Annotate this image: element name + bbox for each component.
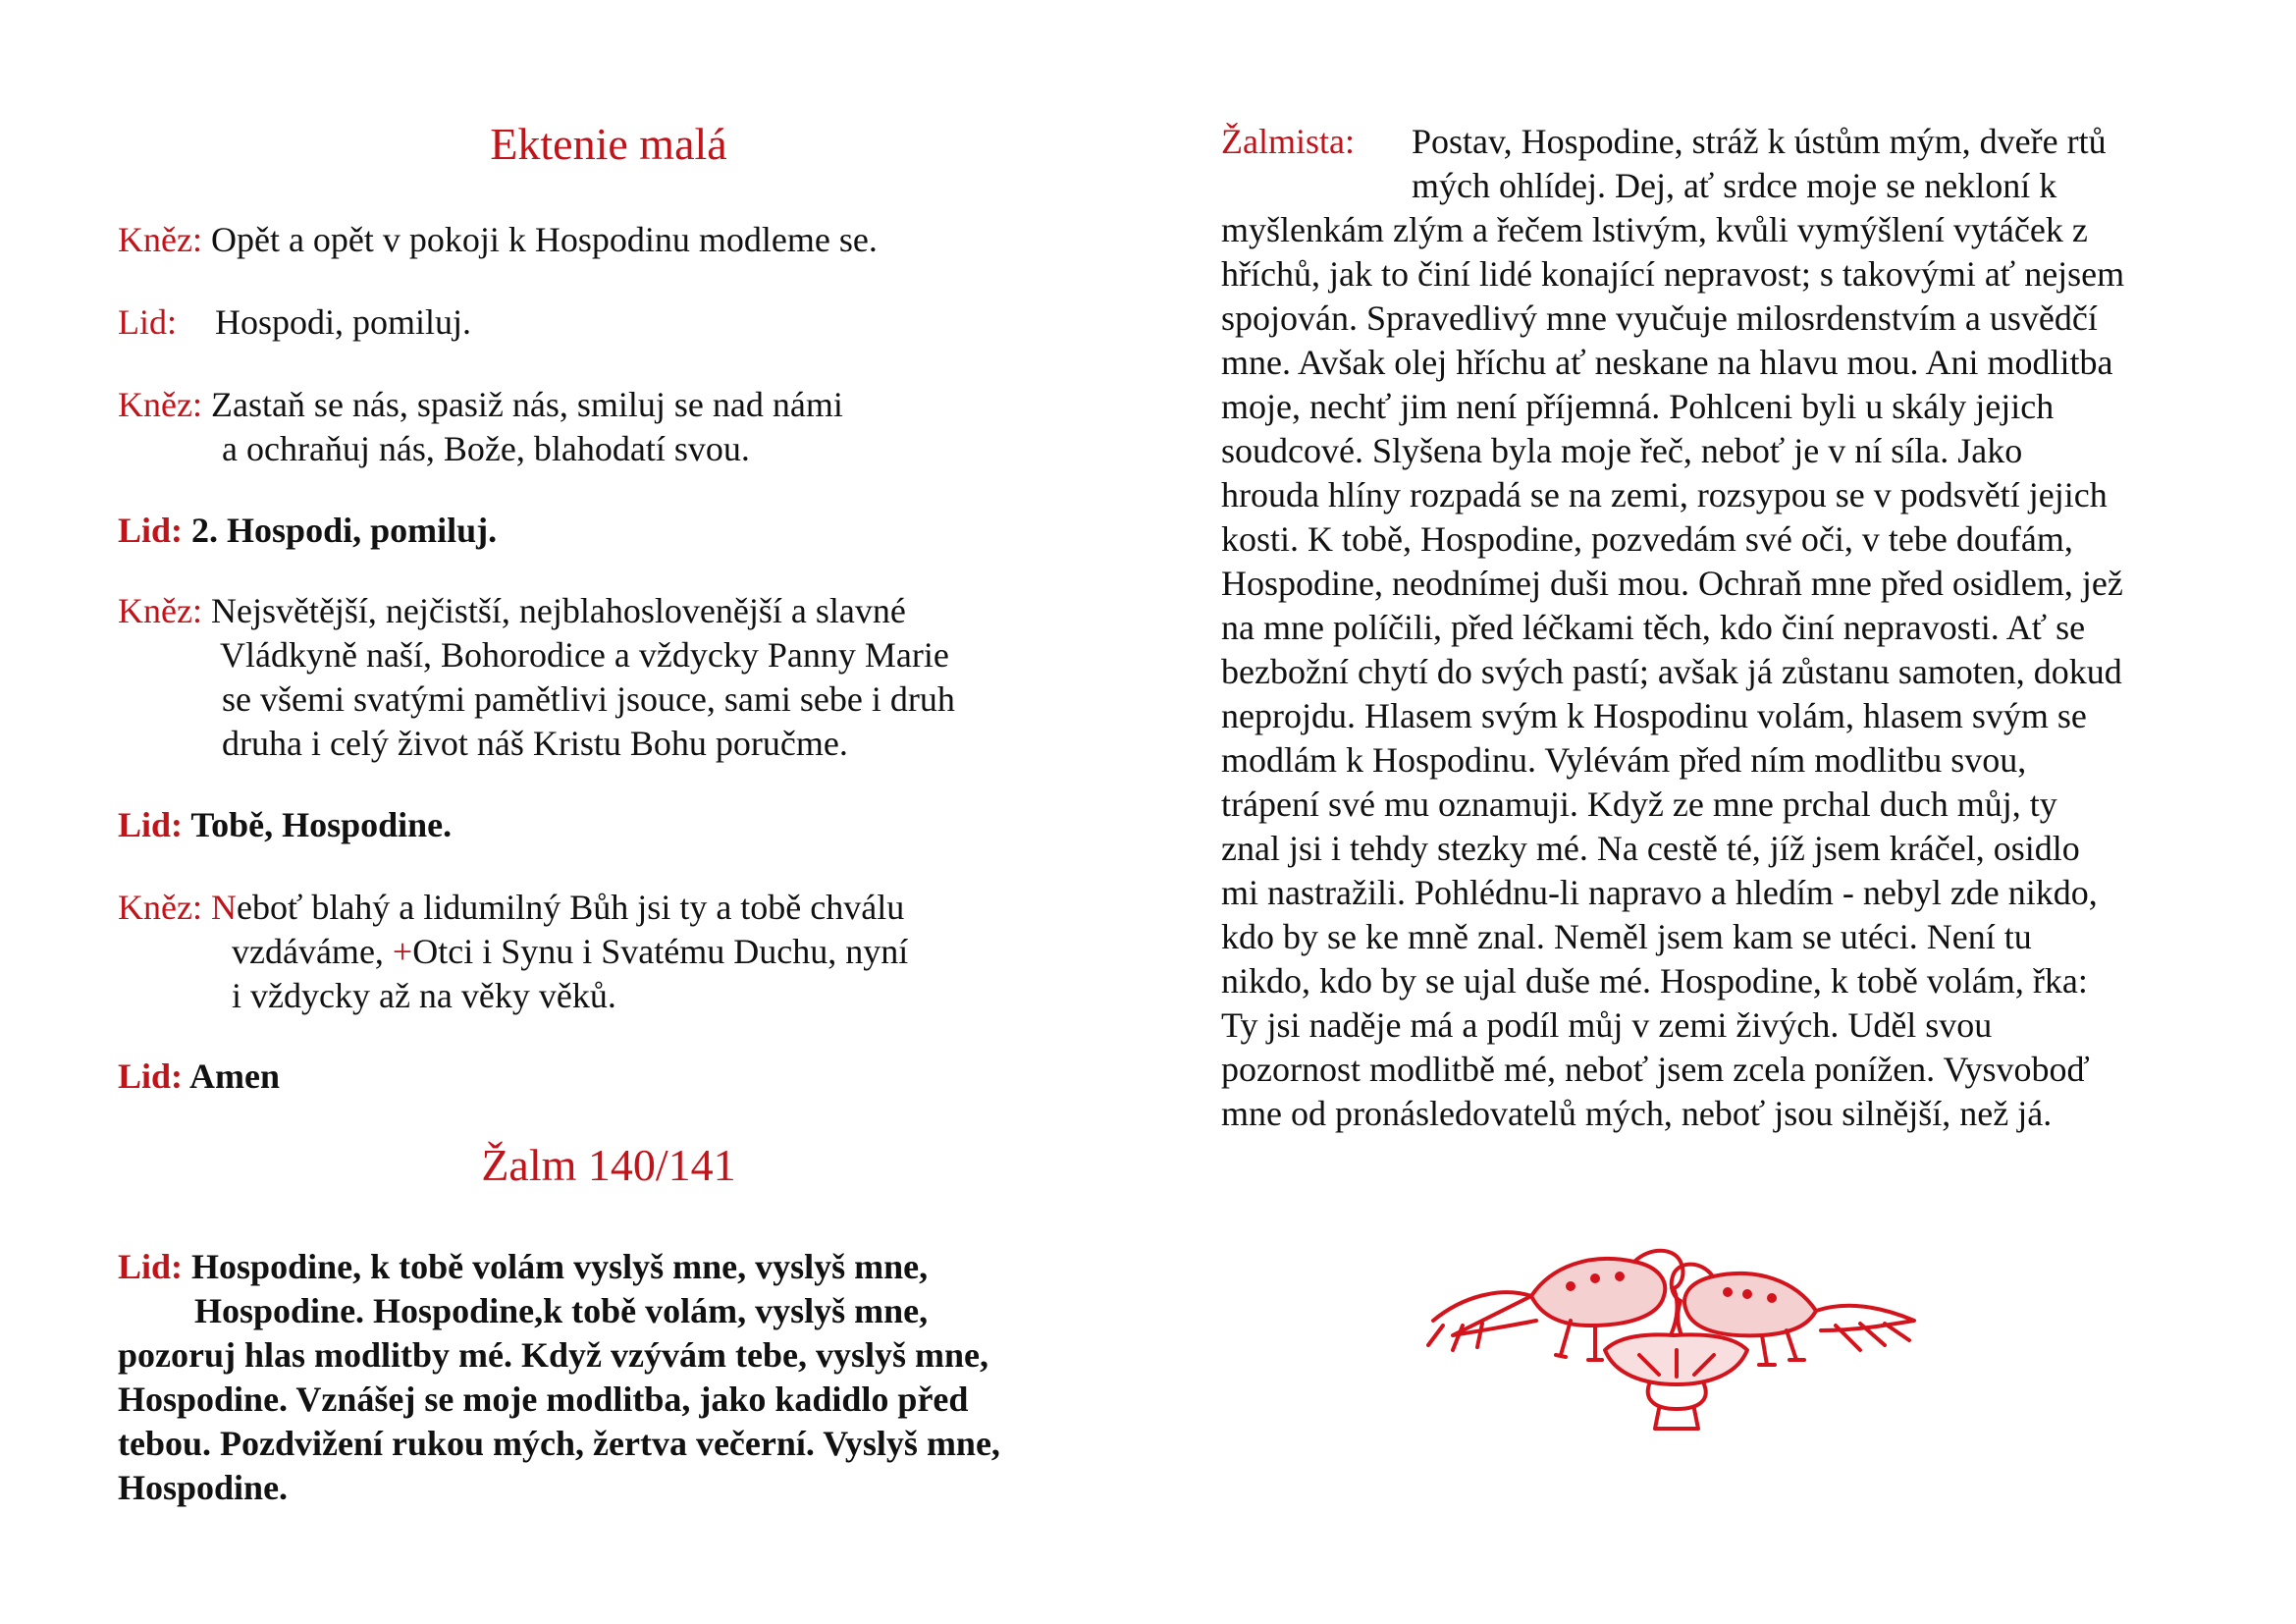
psalm-line: mi nastražili. Pohlédnu-li napravo a hledím - nebyl zde nikdo, (1221, 873, 2098, 912)
line: Vládkyně naší, Bohorodice a vždycky Panny Marie (220, 635, 949, 675)
psalm-line: pozornost modlitbě mé, neboť jsem zcela ponížen. Vysvoboď (1221, 1050, 2090, 1089)
line: vzdáváme, (232, 932, 393, 971)
psalm-line: trápení své mu oznamuji. Když ze mne prchal duch můj, ty (1221, 785, 2057, 824)
psalm-line: mne od pronásledovatelů mých, neboť jsou silnější, než já. (1221, 1094, 2053, 1133)
psalm-line: kdo by se ke mně znal. Neměl jsem kam se utéci. Není tu (1221, 917, 2032, 956)
line: Amen (189, 1056, 281, 1096)
paragraph-knez-3 (118, 589, 955, 766)
psalm-line: mých ohlídej. Dej, ať srdce moje se nekloní k (1412, 166, 2057, 205)
psalm-line: hrouda hlíny rozpadá se na zemi, rozsypou se v podsvětí jejich (1221, 475, 2108, 514)
speaker-label: Kněz: (118, 888, 202, 927)
line: Hospodine. Hospodine,k tobě volám, vyslyš mne, (194, 1291, 929, 1330)
speaker-label: Kněz: (118, 385, 202, 424)
psalm-line: mne. Avšak olej hříchu ať neskane na hlavu mou. Ani modlitba (1221, 343, 2113, 382)
psalm-line: nikdo, kdo by se ujal duše mé. Hospodine, k tobě volám, řka: (1221, 961, 2088, 1001)
psalm-line: myšlenkám zlým a řečem lstivým, kvůli vymýšlení vytáček z (1221, 210, 2088, 249)
line: Hospodine. (118, 1468, 289, 1507)
speaker-label: Kněz: (118, 591, 202, 630)
line: Opět a opět v pokoji k Hospodinu modleme se. (210, 220, 878, 259)
psalm-line: Postav, Hospodine, stráž k ústům mým, dveře rtů (1412, 122, 2107, 161)
psalm-line: kosti. K tobě, Hospodine, pozvedám své oči, v tebe doufám, (1221, 519, 2073, 559)
psalm-line: bezbožní chytí do svých pastí; avšak já zůstanu samoten, dokud (1221, 652, 2122, 691)
line: Otci i Synu i Svatému Duchu, nyní (412, 932, 909, 971)
speaker-label: Lid: (118, 1056, 184, 1096)
psalm-line: neprojdu. Hlasem svým k Hospodinu volám, hlasem svým se (1221, 696, 2087, 735)
psalm-line: spojován. Spravedlivý mne vyučuje milosrdenstvím a usvědčí (1221, 298, 2098, 338)
paragraph-lid-1 (118, 300, 471, 345)
line: se všemi svatými pamětlivi jsouce, sami sebe i druh (222, 679, 955, 719)
psalm-line: hříchů, jak to činí lidé konající nepravost; s takovými ať nejsem (1221, 254, 2125, 294)
psalm-line: moje, nechť jim není příjemná. Pohlceni byli u skály jejich (1221, 387, 2055, 426)
psalm-line: Ty jsi naděje má a podíl můj v zemi živých. Uděl svou (1221, 1005, 1993, 1045)
line: Nejsvětější, nejčistší, nejblahoslovenější a slavné (210, 591, 906, 630)
right-page (1148, 0, 2296, 1624)
psalm-line: Hospodine, neodnímej duši mou. Ochraň mne před osidlem, jež (1221, 564, 2123, 603)
peacocks-chalice-icon (1423, 1227, 1924, 1443)
line: druha i celý život náš Kristu Bohu poručme. (222, 724, 848, 763)
psalm-line: znal jsi i tehdy stezky mé. Na cestě té, jíž jsem kráčel, osidlo (1221, 829, 2080, 868)
psalm-line: modlám k Hospodinu. Vylévám před ním modlitbu svou, (1221, 740, 2027, 780)
speaker-label: Lid: (118, 511, 184, 550)
cross-symbol: + (392, 932, 413, 971)
line: tebou. Pozdvižení rukou mých, žertva večerní. Vyslyš mne, (118, 1424, 1000, 1463)
paragraph-knez-2 (118, 383, 843, 471)
title-ektenie: Ektenie malá (490, 119, 727, 169)
paragraph-lid-2 (118, 509, 497, 553)
speaker-label: Lid: (118, 1247, 184, 1286)
zalmista-label: Žalmista: (1221, 122, 1355, 161)
line: 2. Hospodi, pomiluj. (191, 511, 498, 550)
line: Tobě, Hospodine. (190, 805, 453, 844)
paragraph-lid-3 (118, 803, 452, 847)
line: Hospodine. Vznášej se moje modlitba, jako kadidlo před (118, 1380, 969, 1419)
line: a ochraňuj nás, Bože, blahodatí svou. (222, 429, 750, 468)
speaker-label: Lid: (118, 302, 177, 342)
line: pozoruj hlas modlitby mé. Když vzývám tebe, vyslyš mne, (118, 1335, 988, 1375)
line: Hospodi, pomiluj. (215, 302, 472, 342)
line: i vždycky až na věky věků. (232, 976, 616, 1015)
paragraph-lid-5 (118, 1245, 1000, 1510)
psalm-text (1221, 120, 2242, 1136)
line: Hospodine, k tobě volám vyslyš mne, vyslyš mne, (191, 1247, 929, 1286)
speaker-label: Kněz: (118, 220, 202, 259)
paragraph-knez-4 (118, 886, 908, 1018)
speaker-label: Lid: (118, 805, 184, 844)
line: Zastaň se nás, spasiž nás, smiluj se nad námi (210, 385, 843, 424)
paragraph-knez-1 (118, 218, 878, 262)
psalm-line: na mne políčili, před léčkami těch, kdo činí nepravosti. Ať se (1221, 608, 2086, 647)
initial-letter: N (210, 888, 237, 927)
title-zalm: Žalm 140/141 (481, 1140, 736, 1190)
paragraph-lid-4 (118, 1055, 280, 1099)
psalm-line: soudcové. Slyšena byla moje řeč, neboť je v ní síla. Jako (1221, 431, 2023, 470)
line: eboť blahý a lidumilný Bůh jsi ty a tobě chválu (236, 888, 905, 927)
